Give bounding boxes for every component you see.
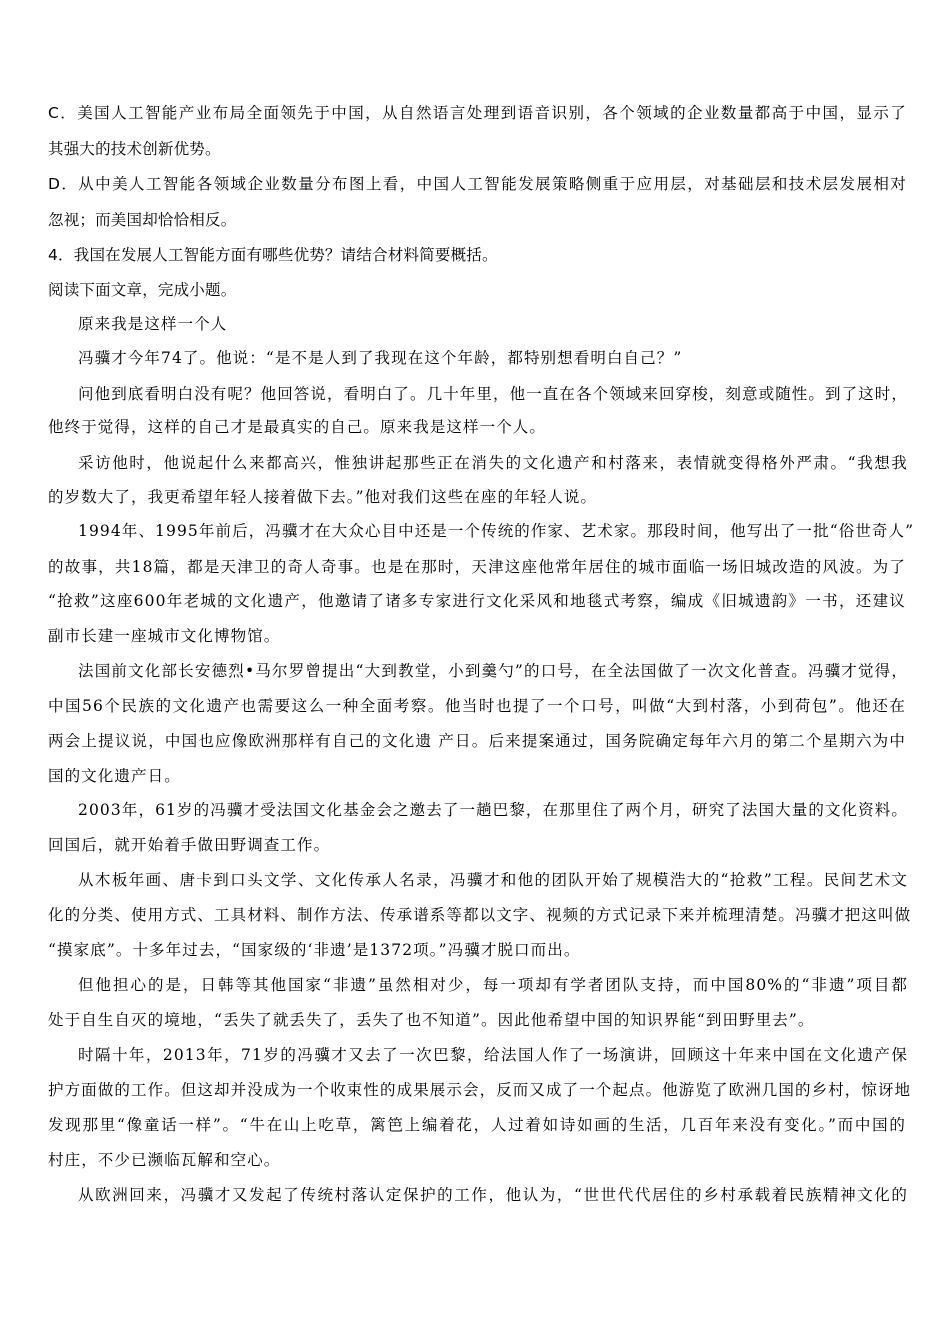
article-line: 处于自生自灭的境地，“丢失了就丢失了，丢失了也不知道”。因此他希望中国的知识界能“到田野里去”。 [48, 1011, 815, 1029]
question-4: 4．我国在发展人工智能方面有哪些优势？请结合材料简要概括。 [48, 246, 498, 264]
article-title: 原来我是这样一个人 [78, 315, 228, 333]
article-line: 时隔十年，2013年，71岁的冯骥才又去了一次巴黎，给法国人作了一场演讲，回顾这十年来中国在文化遗产保 [78, 1046, 908, 1064]
article-line: 护方面做的工作。但这却并没成为一个收束性的成果展示会，反而又成了一个起点。他游览了欧洲几国的乡村，惊讶地 [48, 1081, 912, 1099]
option-d-line-1: D．从中美人工智能各领域企业数量分布图上看，中国人工智能发展策略侧重于应用层，对基础层和技术层发展相对 [48, 175, 906, 193]
article-line: 的故事，共18篇，都是天津卫的奇人奇事。也是在那时，天津这座他常年居住的城市面临一场旧城改造的风波。为了 [48, 558, 906, 576]
article-line: 副市长建一座城市文化博物馆。 [48, 627, 281, 645]
option-c-line-1: C．美国人工智能产业布局全面领先于中国，从自然语言处理到语音识别，各个领域的企业数量都高于中国，显示了 [48, 104, 906, 122]
article-line: 从木板年画、唐卡到口头文学、文化传承人名录，冯骥才和他的团队开始了规模浩大的“抢救”工程。民间艺术文 [78, 871, 908, 889]
article-line: 他终于觉得，这样的自己才是最真实的自己。原来我是这样一个人。 [48, 418, 547, 436]
article-line: 问他到底看明白没有呢？他回答说，看明白了。几十年里，他一直在各个领域来回穿梭，刻意或随性。到了这时， [78, 385, 909, 403]
article-line: 化的分类、使用方式、工具材料、制作方法、传承谱系等都以文字、视频的方式记录下来并梳理清楚。冯骥才把这叫做 [48, 906, 912, 924]
article-line: 但他担心的是，日韩等其他国家“非遗”虽然相对少，每一项却有学者团队支持，而中国80%的“非遗”项目都 [78, 976, 908, 994]
article-line: 法国前文化部长安德烈•马尔罗曾提出“大到教堂，小到羹勺”的口号，在全法国做了一次文化普查。冯骥才觉得， [78, 662, 908, 680]
article-line: 回国后，就开始着手做田野调查工作。 [48, 836, 331, 854]
article-line: 国的文化遗产日。 [48, 767, 181, 785]
article-line: 采访他时，他说起什么来都高兴，惟独讲起那些正在消失的文化遗产和村落来，表情就变得格外严肃。“我想我 [78, 454, 908, 472]
article-line: 发现那里“像童话一样”。“牛在山上吃草，篱笆上编着花，人过着如诗如画的生活，几百年来没有变化。”而中国的 [48, 1116, 906, 1134]
article-line: “抢救”这座600年老城的文化遗产，他邀请了诸多专家进行文化采风和地毯式考察，编成《旧城遗韵》一书，还建议 [48, 592, 906, 610]
article-line: 冯骥才今年74了。他说：“是不是人到了我现在这个年龄，都特别想看明白自己？” [78, 349, 683, 367]
article-line: 从欧洲回来，冯骥才又发起了传统村落认定保护的工作，他认为，“世世代代居住的乡村承载着民族精神文化的 [78, 1186, 908, 1204]
option-c-line-2: 其强大的技术创新优势。 [48, 140, 221, 158]
article-line: 1994年、1995年前后，冯骥才在大众心目中还是一个传统的作家、艺术家。那段时间，他写出了一批“俗世奇人” [78, 522, 915, 540]
article-line: 2003年，61岁的冯骥才受法国文化基金会之邀去了一趟巴黎，在那里住了两个月，研究了法国大量的文化资料。 [78, 801, 908, 819]
article-line: 村庄，不少已濒临瓦解和空心。 [48, 1151, 281, 1169]
option-d-line-2: 忽视；而美国却恰恰相反。 [48, 211, 237, 229]
article-line: 的岁数大了，我更希望年轻人接着做下去。”他对我们这些在座的年轻人说。 [48, 488, 598, 506]
reading-instruction: 阅读下面文章，完成小题。 [48, 281, 237, 299]
article-line: 中国56个民族的文化遗产也需要这么一种全面考察。他当时也提了一个口号，叫做“大到村落，小到荷包”。他还在 [48, 697, 906, 715]
article-line: “摸家底”。十多年过去，“国家级的‘非遗’是1372项。”冯骥才脱口而出。 [48, 941, 581, 959]
article-line: 两会上提议说，中国也应像欧洲那样有自己的文化遗 产日。后来提案通过，国务院确定每年六月的第二个星期六为中 [48, 732, 906, 750]
